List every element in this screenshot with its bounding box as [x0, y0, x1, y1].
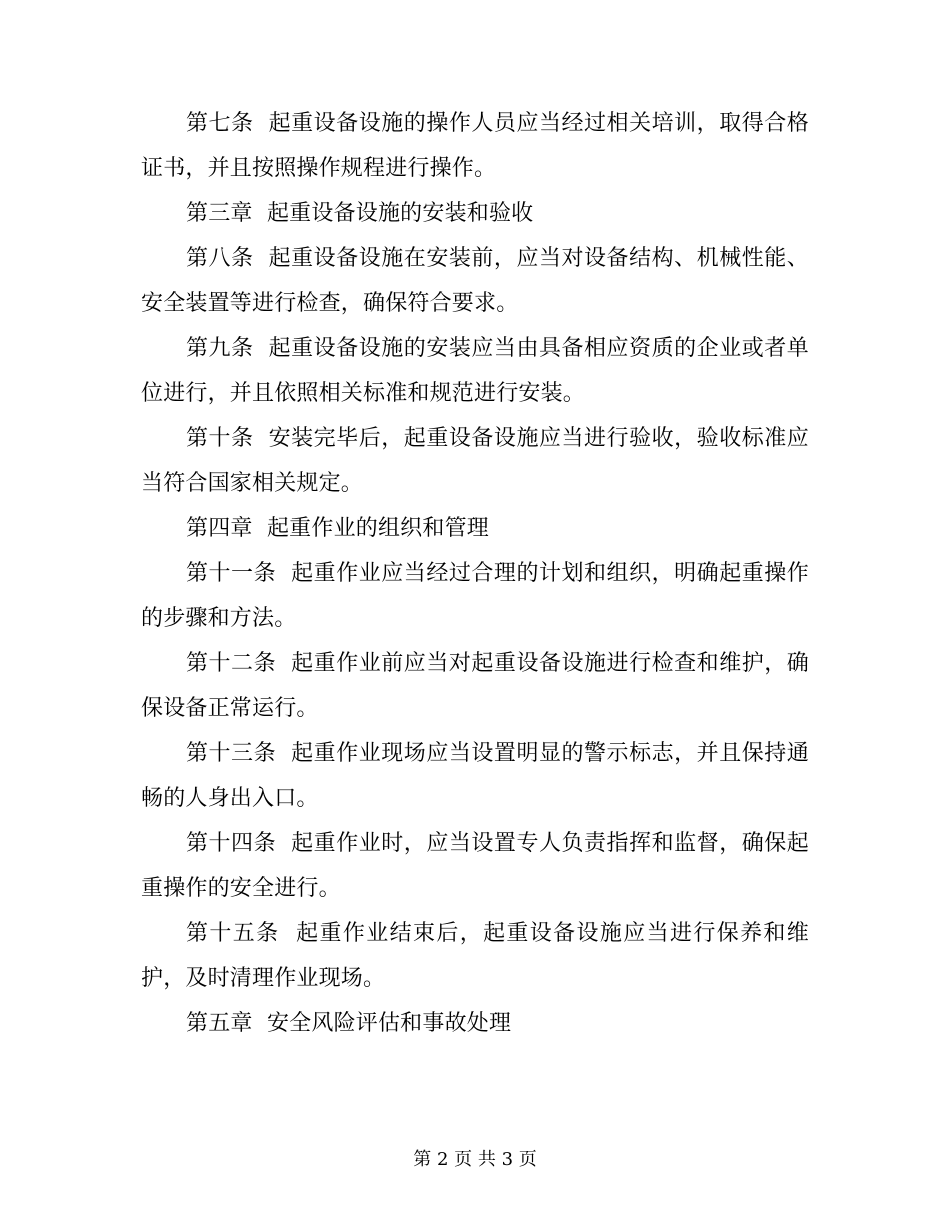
article-8-paragraph: 第八条 起重设备设施在安装前，应当对设备结构、机械性能、安全装置等进行检查，确保符合要求。	[141, 246, 809, 316]
article-14-paragraph: 第十四条 起重作业时，应当设置专人负责指挥和监督，确保起重操作的安全进行。	[141, 831, 809, 901]
chapter-3-heading: 第三章 起重设备设施的安装和验收	[186, 201, 534, 226]
article-7-paragraph: 第七条 起重设备设施的操作人员应当经过相关培训，取得合格证书，并且按照操作规程进行操作。	[141, 111, 809, 181]
chapter-5-heading: 第五章 安全风险评估和事故处理	[186, 1011, 512, 1036]
article-13-paragraph: 第十三条 起重作业现场应当设置明显的警示标志，并且保持通畅的人身出入口。	[141, 741, 809, 811]
article-10-paragraph: 第十条 安装完毕后，起重设备设施应当进行验收，验收标准应当符合国家相关规定。	[141, 426, 809, 496]
chapter-4-heading: 第四章 起重作业的组织和管理	[186, 516, 489, 541]
article-12-paragraph: 第十二条 起重作业前应当对起重设备设施进行检查和维护，确保设备正常运行。	[141, 651, 809, 721]
article-15-paragraph: 第十五条 起重作业结束后，起重设备设施应当进行保养和维护，及时清理作业现场。	[141, 921, 809, 991]
document-body	[141, 101, 809, 1046]
page-number-footer: 第 2 页 共 3 页	[413, 1149, 537, 1170]
article-11-paragraph: 第十一条 起重作业应当经过合理的计划和组织，明确起重操作的步骤和方法。	[141, 561, 809, 631]
article-9-paragraph: 第九条 起重设备设施的安装应当由具备相应资质的企业或者单位进行，并且依照相关标准和规范进行安装。	[141, 336, 809, 406]
